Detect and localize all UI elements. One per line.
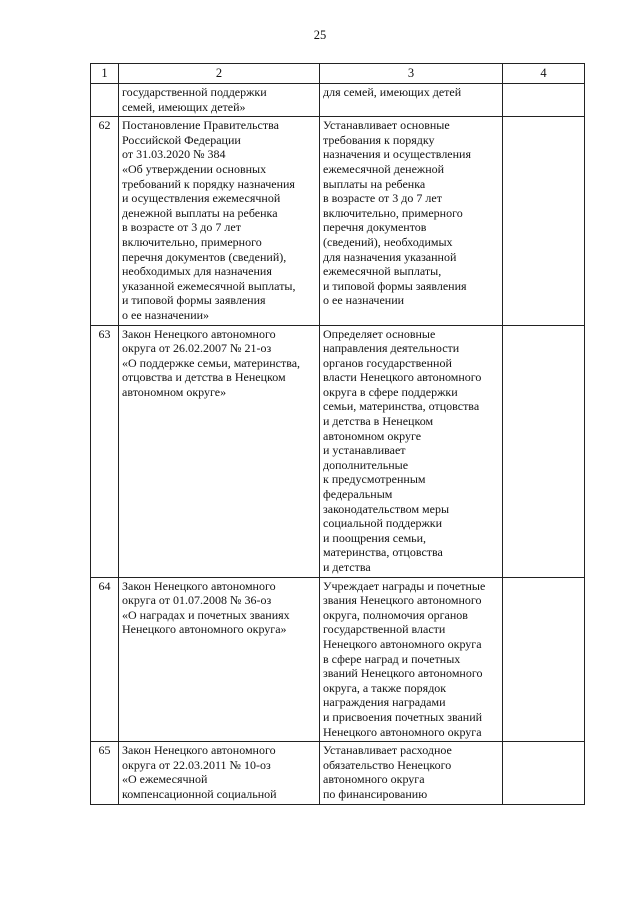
note-cell — [503, 742, 585, 804]
description-line: государственной власти — [323, 622, 446, 637]
document-title-line: о ее назначении» — [122, 307, 210, 322]
document-title-line: округа от 26.02.2007 № 21-оз — [122, 341, 272, 356]
description-line: направления деятельности — [323, 341, 460, 356]
description-line: в сфере наград и почетных — [323, 651, 461, 666]
description-line: власти Ненецкого автономного — [323, 370, 482, 385]
note-cell — [503, 117, 585, 325]
document-title-line: включительно, примерного — [122, 234, 262, 249]
document-title-cell — [119, 84, 320, 117]
table-body — [91, 64, 585, 805]
description-cell — [320, 325, 503, 577]
document-title-line: денежной выплаты на ребенка — [122, 205, 278, 220]
document-title-cell — [119, 742, 320, 804]
document-title-line: необходимых для назначения — [122, 264, 272, 279]
document-title-line: указанной ежемесячной выплаты, — [122, 278, 296, 293]
document-title-line: «О поддержке семьи, материнства, — [122, 355, 301, 370]
description-line: Определяет основные — [323, 326, 436, 341]
document-title-line: Российской Федерации — [122, 132, 241, 147]
description-line: Устанавливает расходное — [323, 743, 452, 758]
note-cell — [503, 577, 585, 742]
description-line: включительно, примерного — [323, 205, 463, 220]
legal-acts-table — [90, 63, 585, 805]
description-line: и поощрения семьи, — [323, 530, 427, 545]
description-line: назначения и осуществления — [323, 147, 471, 162]
description-line: округа в сфере поддержки — [323, 384, 458, 399]
document-title-line: округа от 22.03.2011 № 10-оз — [122, 757, 271, 772]
row-number-cell: 63 — [91, 325, 119, 577]
description-line: автономном округе — [323, 428, 422, 443]
document-title-line: Постановление Правительства — [122, 118, 279, 133]
table-row — [91, 742, 585, 804]
description-line: награждения наградами — [323, 695, 446, 710]
description-line: по финансированию — [323, 786, 428, 801]
document-title-line: и типовой формы заявления — [122, 293, 266, 308]
description-line: к предусмотренным — [323, 472, 426, 487]
description-cell — [320, 84, 503, 117]
description-line: званий Ненецкого автономного — [323, 666, 483, 681]
table-row — [91, 117, 585, 325]
table-row — [91, 577, 585, 742]
description-line: для назначения указанной — [323, 249, 457, 264]
description-line: требования к порядку — [323, 132, 435, 147]
description-cell — [320, 742, 503, 804]
description-line: обязательство Ненецкого — [323, 757, 452, 772]
row-number-cell: 65 — [91, 742, 119, 804]
table-row — [91, 84, 585, 117]
description-line: автономного округа — [323, 772, 425, 787]
description-line: для семей, имеющих детей — [323, 85, 462, 99]
document-title-line: Закон Ненецкого автономного — [122, 326, 276, 341]
table-row — [91, 325, 585, 577]
description-line: звания Ненецкого автономного — [323, 593, 482, 608]
description-line: социальной поддержки — [323, 516, 443, 531]
description-line: выплаты на ребенка — [323, 176, 426, 191]
row-number-cell: 64 — [91, 577, 119, 742]
description-line: округа, а также порядок — [323, 680, 447, 695]
description-line: перечня документов — [323, 220, 427, 235]
description-line: семьи, материнства, отцовства — [323, 399, 480, 414]
document-title-line: Закон Ненецкого автономного — [122, 743, 276, 758]
header-cell-4: 4 — [503, 64, 585, 84]
note-cell — [503, 325, 585, 577]
description-line: законодательством меры — [323, 501, 450, 516]
header-cell-2: 2 — [119, 64, 320, 84]
document-title-line: в возрасте от 3 до 7 лет — [122, 220, 241, 235]
description-line: Ненецкого автономного округа — [323, 636, 482, 651]
description-line: (сведений), необходимых — [323, 234, 453, 249]
description-line: ежемесячной выплаты, — [323, 264, 442, 279]
table-header-row — [91, 64, 585, 84]
description-line: округа, полномочия органов — [323, 607, 468, 622]
description-line: материнства, отцовства — [323, 545, 443, 560]
description-line: органов государственной — [323, 355, 452, 370]
document-title-cell — [119, 577, 320, 742]
document-title-line: от 31.03.2020 № 384 — [122, 147, 226, 162]
document-title-cell — [119, 325, 320, 577]
description-line: ежемесячной денежной — [323, 161, 445, 176]
description-line: Учреждает награды и почетные — [323, 578, 486, 593]
description-line: и присвоения почетных званий — [323, 709, 483, 724]
document-title-line: перечня документов (сведений), — [122, 249, 287, 264]
description-line: дополнительные — [323, 457, 409, 472]
header-cell-1: 1 — [91, 64, 119, 84]
description-line: федеральным — [323, 487, 393, 502]
description-line: Устанавливает основные — [323, 118, 450, 133]
document-title-line: государственной поддержки — [122, 85, 267, 99]
row-number-cell — [91, 84, 119, 117]
document-title-line: «Об утверждении основных — [122, 161, 267, 176]
document-title-line: Ненецкого автономного округа» — [122, 622, 287, 637]
description-cell — [320, 117, 503, 325]
page-number: 25 — [313, 28, 327, 42]
description-line: и устанавливает — [323, 443, 406, 458]
description-cell — [320, 577, 503, 742]
document-title-line: требований к порядку назначения — [122, 176, 295, 191]
document-title-line: округа от 01.07.2008 № 36-оз — [122, 593, 272, 608]
document-title-line: автономном округе» — [122, 384, 227, 399]
description-line: и детства в Ненецком — [323, 414, 434, 429]
document-title-line: семей, имеющих детей» — [122, 99, 246, 114]
document-title-line: и осуществления ежемесячной — [122, 191, 281, 206]
row-number-cell: 62 — [91, 117, 119, 325]
document-title-line: отцовства и детства в Ненецком — [122, 370, 286, 385]
document-title-line: «О наградах и почетных званиях — [122, 607, 290, 622]
document-title-line: Закон Ненецкого автономного — [122, 578, 276, 593]
description-line: в возрасте от 3 до 7 лет — [323, 191, 442, 206]
description-line: и типовой формы заявления — [323, 278, 467, 293]
document-title-line: компенсационной социальной — [122, 786, 277, 801]
document-title-line: «О ежемесячной — [122, 772, 208, 787]
header-cell-3: 3 — [320, 64, 503, 84]
description-line: о ее назначении — [323, 293, 405, 308]
document-title-cell — [119, 117, 320, 325]
note-cell — [503, 84, 585, 117]
description-line: и детства — [323, 560, 371, 574]
description-line: Ненецкого автономного округа — [323, 724, 482, 739]
